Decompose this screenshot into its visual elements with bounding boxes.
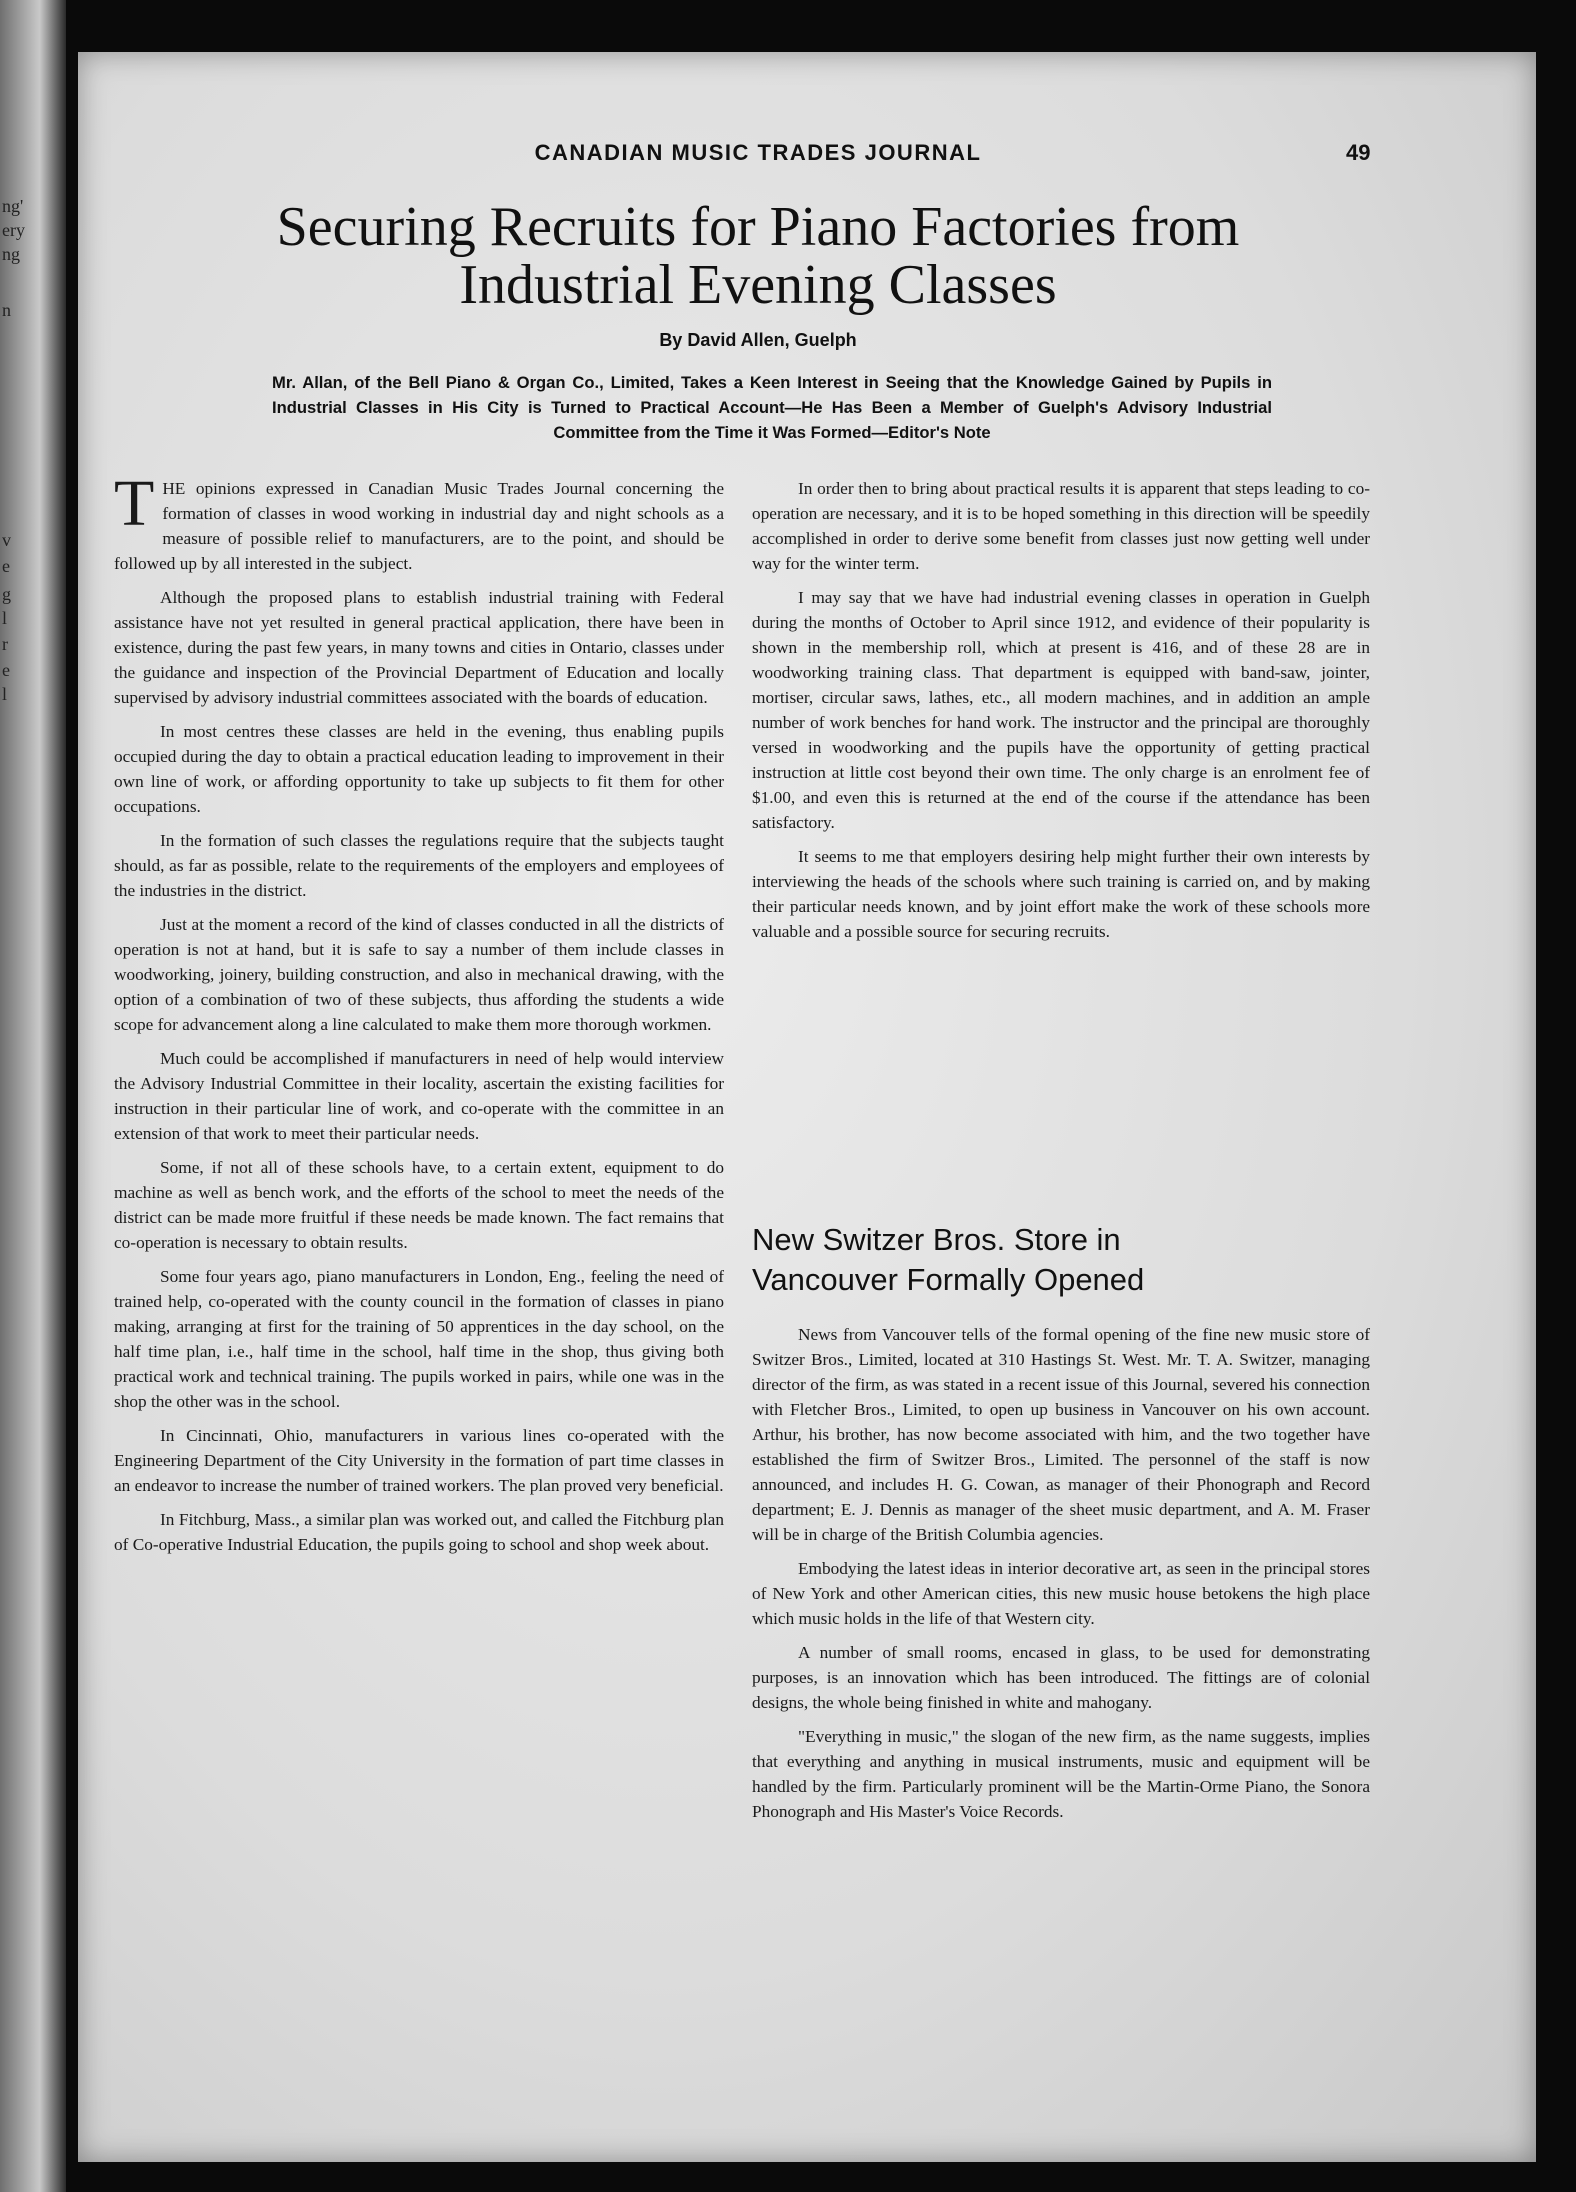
article-paragraph: I may say that we have had industrial evening classes in operation in Guelph during the months of October to April since 1912, and evidence of their popularity is shown in the membership roll, which at present is 416, and of these 28 are in woodworking training class. That department is equipped with band-saw, jointer, mortiser, circular saws, lathes, etc., all modern machines, and in addition an ample number of work benches for hand work. The instructor and the principal are thoroughly versed in woodworking and the pupils have the opportunity of getting practical instruction at little cost beyond their own time. The only charge is an enrolment fee of $1.00, and even this is returned at the end of the course if the attendance has been satisfactory. <box>752 588 1370 832</box>
article-paragraph: In most centres these classes are held in the evening, thus enabling pupils occupied during the day to obtain a practical education leading to improvement in their own line of work, or affording opportunity to take up subjects to fit them for other occupations. <box>114 722 724 816</box>
news-column <box>752 1322 1370 1833</box>
article-paragraph: Much could be accomplished if manufacturers in need of help would interview the Advisory Industrial Committee in their locality, ascertain the existing facilities for instruction in their particular line of work, and co-operate with the committee in an extension of that work to meet their particular needs. <box>114 1049 724 1143</box>
article-title-line-2: Industrial Evening Classes <box>459 254 1057 316</box>
margin-fragment: n <box>2 300 11 320</box>
margin-fragment: l <box>2 608 8 628</box>
margin-fragment: e <box>2 660 10 680</box>
article-paragraph: Some, if not all of these schools have, to a certain extent, equipment to do machine as well as bench work, and the efforts of the school to meet the needs of the district can be made more fruitful if these needs be made known. The fact remains that co-operation is necessary to obtain results. <box>114 1158 724 1252</box>
journal-page <box>78 52 1536 2162</box>
article-paragraph: Some four years ago, piano manufacturers in London, Eng., feeling the need of trained help, co-operated with the county council in the formation of classes in piano making, arranging at first for the training of 50 apprentices in the day school, on the half time plan, i.e., half time in the school, half time in the shop, thus giving both practical work and technical training. The pupils worked in pairs, while one was in the shop the other was in the school. <box>114 1267 724 1411</box>
news-paragraph: News from Vancouver tells of the formal opening of the fine new music store of Switzer Bros., Limited, located at 310 Hastings St. West. Mr. T. A. Switzer, managing director of the firm, as was stated in a recent issue of this Journal, severed his connection with Fletcher Bros., Limited, to open up business in Vancouver on his own account. Arthur, his brother, has now become associated with him, and the two together have established the firm of Switzer Bros., Limited. The personnel of the staff is now announced, and includes H. G. Cowan, as manager of their Phonograph and Record department; E. J. Dennis as manager of the sheet music department, and A. M. Fraser will be in charge of the British Columbia agencies. <box>752 1325 1370 1544</box>
byline: By David Allen, Guelph <box>659 330 857 350</box>
news-paragraph: "Everything in music," the slogan of the new firm, as the name suggests, implies that everything and anything in musical instruments, music and equipment will be handled by the firm. Particularly prominent will be the Martin-Orme Piano, the Sonora Phonograph and His Master's Voice Records. <box>752 1727 1370 1821</box>
article-paragraph: Just at the moment a record of the kind of classes conducted in all the districts of operation is not at hand, but it is safe to say a number of them include classes in woodworking, joinery, building construction, and also in mechanical drawing, with the option of a combination of two of these subjects, thus affording the students a wide scope for advancement along a line calculated to make them more thorough workmen. <box>114 915 724 1034</box>
margin-fragment: ery <box>2 220 25 240</box>
news-paragraph: A number of small rooms, encased in glass, to be used for demonstrating purposes, is an innovation which has been introduced. The fittings are of colonial designs, the whole being finished in white and mahogany. <box>752 1643 1370 1712</box>
article-paragraph: In order then to bring about practical results it is apparent that steps leading to co-operation are necessary, and it is to be hoped something in this direction will be speedily accomplished in order to derive some benefit from classes just now getting well under way for the winter term. <box>752 479 1370 573</box>
article-paragraph: In Fitchburg, Mass., a similar plan was worked out, and called the Fitchburg plan of Co-operative Industrial Education, the pupils going to school and shop week about. <box>114 1510 724 1554</box>
margin-fragment: e <box>2 556 10 576</box>
news-title-line-1: New Switzer Bros. Store in <box>752 1222 1121 1257</box>
article-paragraph: In Cincinnati, Ohio, manufacturers in various lines co-operated with the Engineering Department of the City University in the formation of part time classes in an endeavor to increase the number of trained workers. The plan proved very beneficial. <box>114 1426 724 1495</box>
article-paragraph: Although the proposed plans to establish industrial training with Federal assistance have not yet resulted in general practical application, there have been in existence, during the past few years, in many towns and cities in Ontario, classes under the guidance and inspection of the Provincial Department of Education and locally supervised by advisory industrial committees associated with the boards of education. <box>114 588 724 707</box>
margin-fragment: ng <box>2 244 20 264</box>
article-column-left <box>114 467 724 1566</box>
editors-note: Mr. Allan, of the Bell Piano & Organ Co., Limited, Takes a Keen Interest in Seeing that the Knowledge Gained by Pupils in Industrial Classes in His City is Turned to Practical Account—He Has Been a Member of Guelph's Advisory Industrial Committee from the Time it Was Formed—Editor's Note <box>272 373 1272 442</box>
page-number: 49 <box>1346 140 1371 165</box>
article-column-right <box>752 476 1370 953</box>
margin-fragment: g <box>2 584 11 604</box>
article-paragraph: It seems to me that employers desiring help might further their own interests by interviewing the heads of the schools where such training is carried on, and by making their particular needs known, and by joint effort make the work of these schools more valuable and a possible source for securing recruits. <box>752 847 1370 941</box>
drop-cap: T <box>114 467 155 540</box>
news-title <box>752 1220 1370 1300</box>
article-paragraph: In the formation of such classes the regulations require that the subjects taught should, as far as possible, relate to the requirements of the employers and employees of the industries in the district. <box>114 831 724 900</box>
margin-fragment: l <box>2 684 8 704</box>
margin-fragment: v <box>2 530 11 550</box>
running-head: CANADIAN MUSIC TRADES JOURNAL <box>534 140 982 165</box>
adjacent-page-edge <box>0 0 66 2192</box>
article-title <box>138 198 1378 314</box>
news-paragraph: Embodying the latest ideas in interior decorative art, as seen in the principal stores of New York and other American cities, this new music house betokens the high place which music holds in the life of that Western city. <box>752 1559 1370 1628</box>
news-title-line-2: Vancouver Formally Opened <box>752 1262 1145 1297</box>
margin-fragment: r <box>2 634 8 654</box>
article-paragraph: THE opinions expressed in Canadian Music Trades Journal concerning the formation of classes in wood working in industrial day and night schools as a measure of possible relief to manufacturers, are to the point, and should be followed up by all interested in the subject. <box>114 467 724 573</box>
article-title-line-1: Securing Recruits for Piano Factories from <box>276 196 1240 258</box>
margin-fragment: ng' <box>2 196 24 216</box>
